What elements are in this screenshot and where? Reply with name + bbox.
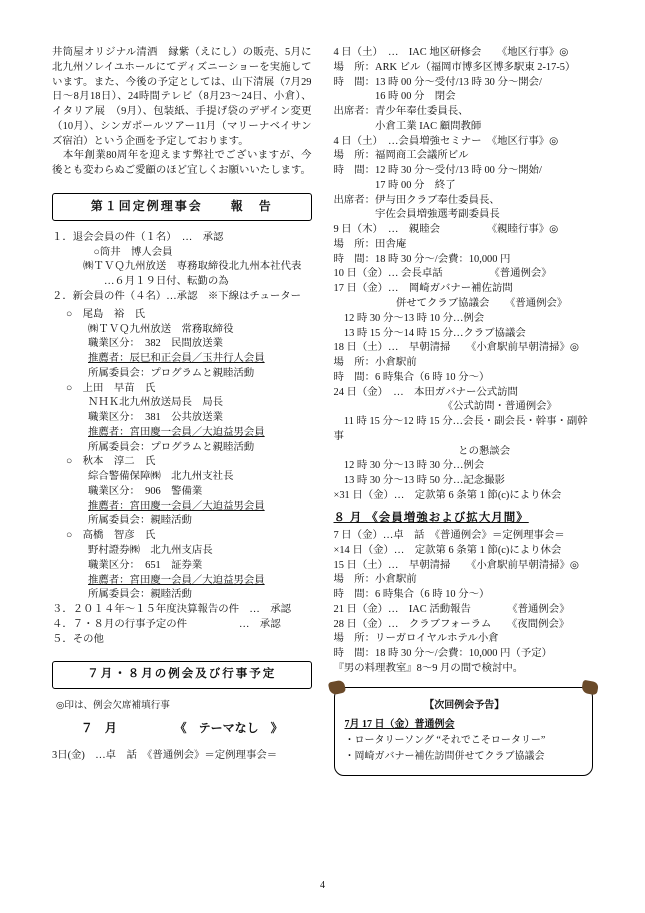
agenda-item-1-name: ○筒井 博人会員 xyxy=(52,246,173,258)
new-member-1-line-3: 推薦者：辰巳和正会員／玉井行人会員 xyxy=(88,353,265,365)
august-note: 『男の料理教室』8～9 月の間で検討中。 xyxy=(333,662,524,674)
agenda-item-2: ２．新会員の件（４名）…承認 ※下線はチューター xyxy=(52,290,302,302)
entry-line: 時 間：12 時 30 分～受付/13 時 00 分～開始/ xyxy=(333,165,542,177)
schedule-entry-aug-15 xyxy=(334,559,594,603)
schedule-entry-aug-7 xyxy=(334,529,594,544)
intro-paragraph-2: 本年創業80周年を迎えます弊社でございますが、今後とも変わらぬご愛顧のほど宜しくお願いいたします。 xyxy=(52,150,312,177)
entry-head: 18 日（土）… 早朝清掃 《小倉駅前早朝清掃》◎ xyxy=(333,342,579,354)
pin-icon-left xyxy=(327,679,345,695)
entry-line: 宇佐会員増強選考副委員長 xyxy=(333,209,500,221)
schedule-entry-aug-28 xyxy=(334,618,594,662)
schedule-entry-jul-10 xyxy=(334,267,594,282)
entry-line: 13 時 30 分～13 時 50 分…記念撮影 xyxy=(333,475,505,487)
announcement-bullet-1: ・ロータリーソング “それでこそロータリー” xyxy=(344,734,546,746)
next-meeting-announcement xyxy=(334,687,594,776)
new-member-4-line-1: 野村證券㈱ 北九州支店長 xyxy=(88,545,213,556)
agenda-item-1: １．退会会員の件（１名） … 承認 xyxy=(52,231,224,243)
entry-head: 21 日（金）… IAC 活動報告 《普通例会》 xyxy=(333,603,570,615)
schedule-entry-jul-31 xyxy=(334,489,594,504)
new-member-2-line-2: 職業区分： 381 公共放送業 xyxy=(88,412,224,424)
entry-line: 13 時 15 分～14 時 15 分…クラブ協議会 xyxy=(333,327,526,339)
new-member-2-line-1: ＮＨＫ北九州放送局長 局長 xyxy=(88,397,224,409)
agenda-item-4: ４．７・８月の行事予定の件 … 承認 xyxy=(52,618,281,630)
schedule-entry-aug-21 xyxy=(334,603,594,618)
new-member-3 xyxy=(52,455,312,529)
entry-line: 《公式訪問・普通例会》 xyxy=(333,401,557,413)
entry-line: 場 所：小倉駅前 xyxy=(333,574,417,586)
left-column xyxy=(52,46,322,873)
announcement-bullet-2: ・岡崎ガバナー補佐訪問併せてクラブ協議会 xyxy=(344,750,545,762)
entry-head: 4 日（土） … IAC 地区研修会 《地区行事》◎ xyxy=(333,47,569,58)
section-heading-schedule: ７月・８月の例会及び行事予定 xyxy=(52,661,312,688)
new-member-3-line-2: 職業区分： 906 警備業 xyxy=(88,485,203,497)
theme-label: 《 テーマなし 》 xyxy=(174,721,283,736)
pin-icon-right xyxy=(581,679,599,695)
new-member-1-line-4: 所属委員会：プログラムと親睦活動 xyxy=(88,367,255,379)
entry-line: 出席者：青少年奉仕委員長、 xyxy=(333,106,469,118)
new-member-1-name: ○ 尾島 裕 氏 xyxy=(66,308,146,320)
agenda-item-5: ５．その他 xyxy=(52,633,104,645)
entry-line: 出席者：伊与田クラブ奉仕委員長、 xyxy=(333,194,500,206)
two-column-layout xyxy=(52,46,593,873)
entry-head: 17 日（金）… 岡崎ガバナー補佐訪問 xyxy=(333,283,513,295)
entry-head: 28 日（金）… クラブフォーラム 《夜間例会》 xyxy=(333,618,570,630)
entry-line: との懇談会 xyxy=(333,445,511,457)
schedule-entry-jul-9 xyxy=(334,223,594,267)
schedule-entry-jul-18 xyxy=(334,341,594,385)
agenda-item-1-reason: …６月１９日付、転勤の為 xyxy=(52,276,229,288)
new-member-2-line-3: 推薦者：宮田慶一会員／大迫益男会員 xyxy=(88,426,265,438)
entry-line: 場 所：小倉駅前 xyxy=(333,357,417,369)
new-member-1-line-2: 職業区分： 382 民間放送業 xyxy=(88,338,224,350)
entry-line: 11 時 15 分～12 時 15 分…会長・副会長・幹事・副幹事 xyxy=(333,416,588,442)
new-member-4-name: ○ 高橋 智彦 氏 xyxy=(66,530,156,542)
page-number: 4 xyxy=(320,880,325,891)
intro-paragraph: 井筒屋オリジナル清酒 縁紫（えにし）の販売、5月に北九州ソレイユホールにてディズニーショーを実施しています。また、今後の予定としては、山下清展（7月29日～8月18日）、24時間テレビ（8月23～24日、小倉）、イタリア展 （9月）、包装紙、手提げ袋のデザイン変更 （10月）、シンガポールツアー11月（マリーナベイサンズ宿泊）という企画を予定しております。 xyxy=(52,47,322,147)
entry-line: 場 所：リーガロイヤルホテル小倉 xyxy=(333,633,499,645)
schedule-entry-aug-14 xyxy=(334,544,594,559)
entry-line: 時 間：18 時 30 分～/会費：10,000 円 xyxy=(333,253,511,265)
schedule-entry-jul-4-seminar xyxy=(334,135,594,224)
new-member-4-line-2: 職業区分： 651 証券業 xyxy=(88,559,203,571)
schedule-entry-jul-3: 3日(金) …卓 話 《普通例会》＝定例理事会＝ xyxy=(52,750,278,762)
new-member-4 xyxy=(52,529,312,603)
new-member-3-line-3: 推薦者：宮田慶一会員／大迫益男会員 xyxy=(88,500,265,512)
agenda-item-1-company: ㈱ＴＶＱ九州放送 専務取締役北九州本社代表 xyxy=(52,261,302,273)
entry-head: ×14 日（金）… 定款第 6 条第 1 節(c)により休会 xyxy=(333,544,562,556)
announcement-date: 7月 17 日（金）普通例会 xyxy=(344,718,455,730)
entry-line: 時 間：6 時集合（6 時 10 分～） xyxy=(333,589,490,601)
new-member-3-name: ○ 秋本 淳二 氏 xyxy=(66,456,156,468)
month-theme-row xyxy=(52,720,312,737)
schedule-entry-jul-17 xyxy=(334,282,594,341)
entry-line: 12 時 30 分～13 時 10 分…例会 xyxy=(333,312,485,324)
new-member-2-name: ○ 上田 早苗 氏 xyxy=(66,382,156,394)
new-member-4-line-4: 所属委員会：親睦活動 xyxy=(88,589,192,601)
new-member-4-line-3: 推薦者：宮田慶一会員／大迫益男会員 xyxy=(88,574,265,586)
schedule-entry-jul-24 xyxy=(334,386,594,489)
entry-head: ×31 日（金）… 定款第 6 条第 1 節(c)により休会 xyxy=(333,489,562,501)
new-member-1 xyxy=(52,308,312,382)
entry-line: 12 時 30 分～13 時 30 分…例会 xyxy=(333,460,485,472)
entry-line: 場 所：福岡商工会議所ビル xyxy=(333,150,469,162)
schedule-entry-jul-4-iac xyxy=(334,46,594,135)
entry-head: 4 日（土） …会員増強セミナー 《地区行事》◎ xyxy=(333,135,559,147)
entry-head: 9 日（木） … 親睦会 《親睦行事》◎ xyxy=(333,224,559,236)
new-member-2 xyxy=(52,382,312,456)
entry-line: 場 所：ARK ビル（福岡市博多区博多駅東 2-17-5） xyxy=(333,61,576,73)
entry-head: 10 日（金）… 会長卓話 《普通例会》 xyxy=(333,268,552,280)
entry-head: 24 日（金） … 本田ガバナー公式訪問 xyxy=(333,386,518,398)
new-member-3-line-4: 所属委員会：親睦活動 xyxy=(88,515,192,527)
new-member-1-line-1: ㈱ＴＶＱ九州放送 常務取締役 xyxy=(88,323,234,335)
entry-line: 16 時 00 分 閉会 xyxy=(333,91,456,103)
new-member-3-line-1: 綜合警備保障㈱ 北九州支社長 xyxy=(88,471,234,483)
entry-line: 時 間：18 時 30 分～/会費：10,000 円（予定） xyxy=(333,648,552,660)
section-heading-board-meeting: 第１回定例理事会 報 告 xyxy=(52,193,312,221)
agenda-item-3: ３．２０１４年～１５年度決算報告の件 … 承認 xyxy=(52,604,291,616)
announcement-title: 【次回例会予告】 xyxy=(424,699,505,711)
new-member-2-line-4: 所属委員会：プログラムと親睦活動 xyxy=(88,441,255,453)
entry-line: 併せてクラブ協議会 《普通例会》 xyxy=(333,298,568,310)
entry-line: 時 間：13 時 00 分～受付/13 時 30 分～開会/ xyxy=(333,76,542,88)
entry-line: 場 所：田舎庵 xyxy=(333,238,407,250)
schedule-note: ◎印は、例会欠席補填行事 xyxy=(56,699,170,711)
august-heading: ８ 月 《会員増強および拡大月間》 xyxy=(333,511,529,524)
entry-line: 時 間：6 時集合（6 時 10 分～） xyxy=(333,371,490,383)
month-label: ７ 月 xyxy=(80,721,117,736)
right-column xyxy=(334,46,594,873)
entry-head: 15 日（土）… 早朝清掃 《小倉駅前早朝清掃》◎ xyxy=(333,559,579,571)
entry-head: 7 日（金）…卓 話 《普通例会》＝定例理事会＝ xyxy=(333,530,565,542)
entry-line: 小倉工業 IAC 顧問教師 xyxy=(333,120,482,132)
entry-line: 17 時 00 分 終了 xyxy=(333,179,456,191)
